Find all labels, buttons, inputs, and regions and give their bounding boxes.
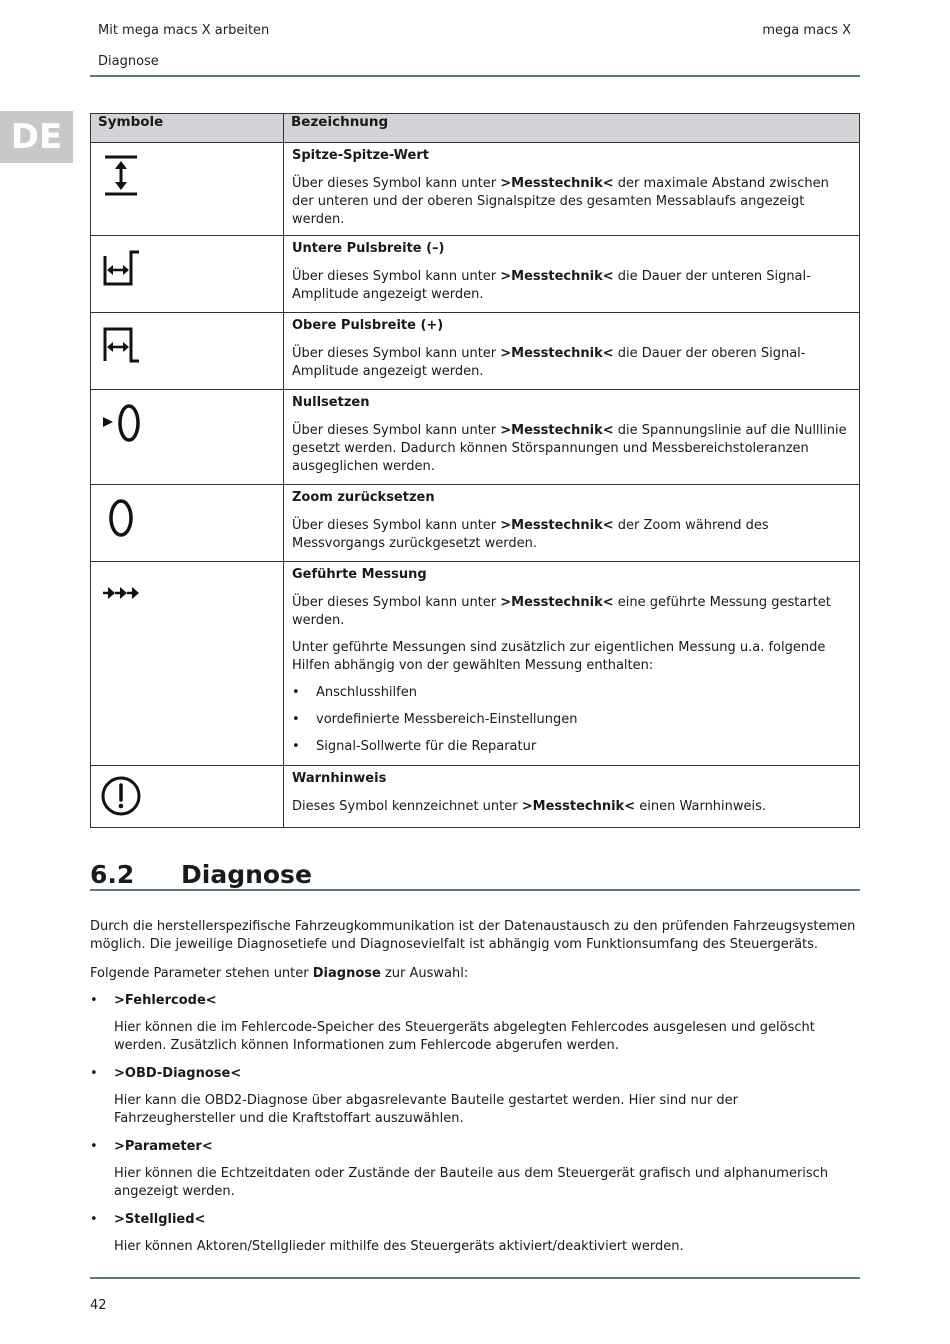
description-text: Über dieses Symbol kann unter — [292, 595, 501, 610]
symbol-description — [292, 798, 851, 816]
symbol-cell — [91, 236, 284, 313]
description-text: der Zoom während des Messvorgangs zurückgesetzt werden. — [292, 518, 769, 551]
section-heading — [90, 860, 312, 889]
table-row — [91, 236, 860, 313]
description-text: Dieses Symbol kennzeichnet unter — [292, 799, 522, 814]
menu-keyword: >Messtechnik< — [500, 518, 614, 533]
header-section-name: Diagnose — [98, 54, 159, 69]
parameter-name: • >Fehlercode< — [114, 993, 217, 1008]
description-cell — [284, 143, 860, 236]
header-product-name: mega macs X — [762, 23, 851, 38]
parameter-name: • >Stellglied< — [114, 1212, 206, 1227]
table-row — [91, 485, 860, 562]
symbol-cell — [91, 313, 284, 390]
section-rule — [90, 889, 860, 891]
parameter-description: Hier können die Echtzeitdaten oder Zustände der Bauteile aus dem Steuergerät grafisch und alphanumerisch angezeigt werden. — [114, 1166, 829, 1199]
table-row — [91, 390, 860, 485]
description-text: einen Warnhinweis. — [635, 799, 767, 814]
parameter-list — [90, 992, 860, 1256]
description-text: Über dieses Symbol kann unter — [292, 346, 501, 361]
description-text: Über dieses Symbol kann unter — [292, 423, 501, 438]
menu-keyword: >Messtechnik< — [500, 269, 614, 284]
params-text: zur Auswahl: — [380, 966, 469, 981]
symbol-title: Obere Pulsbreite (+) — [292, 318, 444, 333]
description-text: Über dieses Symbol kann unter — [292, 269, 501, 284]
symbol-extra-description: Unter geführte Messungen sind zusätzlich zur eigentlichen Messung u.a. folgende Hilfen abhängig von der gewählten Messung enthalten: — [292, 640, 826, 673]
symbol-cell — [91, 562, 284, 766]
params-keyword: Diagnose — [312, 966, 381, 981]
list-item — [90, 1138, 860, 1201]
footer-rule — [90, 1277, 860, 1279]
section-intro — [90, 918, 860, 954]
description-text: der maximale Abstand zwischen der unteren und der oberen Signalspitze des gesamten Messablaufs angezeigt werden. — [292, 176, 829, 227]
symbol-description — [292, 422, 851, 476]
symbol-description — [292, 175, 851, 229]
description-text: eine geführte Messung gestartet werden. — [292, 595, 831, 628]
list-item — [90, 1065, 860, 1128]
list-item — [90, 992, 860, 1055]
description-text: Über dieses Symbol kann unter — [292, 518, 501, 533]
list-item: • Anschlusshilfen — [292, 684, 851, 702]
table-row — [91, 562, 860, 766]
menu-keyword: >Messtechnik< — [500, 346, 614, 361]
header-chapter-title: Mit mega macs X arbeiten — [98, 23, 270, 38]
symbol-title: Untere Pulsbreite (–) — [292, 241, 445, 256]
description-cell — [284, 485, 860, 562]
section-title: Diagnose — [181, 860, 312, 889]
symbol-title: Spitze-Spitze-Wert — [292, 148, 429, 163]
parameter-description: Hier können die im Fehlercode-Speicher des Steuergeräts abgelegten Fehlercodes ausgelesen und gelöscht werden. Zusätzlich können Informationen zum Fehlercode abgerufen werden. — [114, 1020, 815, 1053]
table-row — [91, 766, 860, 828]
menu-keyword: >Messtechnik< — [500, 595, 614, 610]
symbol-table — [90, 113, 860, 828]
description-cell — [284, 390, 860, 485]
peak-to-peak-icon — [99, 151, 275, 199]
description-text: die Dauer der unteren Signal-Amplitude angezeigt werden. — [292, 269, 811, 302]
column-header-symbol: Symbole — [91, 114, 284, 143]
description-text: Über dieses Symbol kann unter — [292, 176, 501, 191]
list-item — [90, 1211, 860, 1256]
parameter-description: Hier kann die OBD2-Diagnose über abgasrelevante Bauteile gestartet werden. Hier sind nur der Fahrzeughersteller und die Kraftstoffart auszuwählen. — [114, 1093, 739, 1126]
menu-keyword: >Messtechnik< — [521, 799, 636, 814]
description-cell — [284, 766, 860, 828]
description-cell — [284, 236, 860, 313]
symbol-title: Nullsetzen — [292, 395, 370, 410]
language-tab: DE — [0, 111, 73, 163]
description-cell — [284, 313, 860, 390]
symbol-title: Zoom zurücksetzen — [292, 490, 435, 505]
help-list — [292, 684, 851, 756]
parameter-name: • >Parameter< — [114, 1139, 213, 1154]
page-number: 42 — [90, 1298, 107, 1313]
guided-measurement-icon — [99, 578, 275, 608]
header-rule — [90, 75, 860, 77]
symbol-description — [292, 594, 851, 630]
list-item: • Signal-Sollwerte für die Reparatur — [292, 738, 851, 756]
symbol-description — [292, 517, 851, 553]
zero-set-icon — [99, 398, 275, 446]
symbol-cell — [91, 766, 284, 828]
description-cell — [284, 562, 860, 766]
symbol-description — [292, 268, 851, 304]
menu-keyword: >Messtechnik< — [500, 176, 614, 191]
parameter-name: • >OBD-Diagnose< — [114, 1066, 242, 1081]
description-text: die Dauer der oberen Signal-Amplitude angezeigt werden. — [292, 346, 806, 379]
symbol-cell — [91, 390, 284, 485]
intro-paragraph: Durch die herstellerspezifische Fahrzeugkommunikation ist der Datenaustausch zu den prüfenden Fahrzeugsystemen möglich. Die jeweilige Diagnosetiefe und Diagnosevielfalt ist abhängig vom Funktionsumfang des Steuergeräts. — [90, 919, 856, 952]
symbol-description — [292, 345, 851, 381]
list-item: • vordefinierte Messbereich-Einstellungen — [292, 711, 851, 729]
column-header-description: Bezeichnung — [284, 114, 860, 143]
section-number: 6.2 — [90, 860, 135, 889]
symbol-title: Warnhinweis — [292, 771, 387, 786]
warning-icon — [99, 774, 275, 818]
symbol-cell — [91, 485, 284, 562]
parameter-description: Hier können Aktoren/Stellglieder mithilfe des Steuergeräts aktiviert/deaktiviert werden. — [114, 1239, 684, 1254]
params-line — [90, 965, 860, 983]
zoom-reset-icon — [99, 493, 275, 541]
params-text: Folgende Parameter stehen unter — [90, 966, 313, 981]
menu-keyword: >Messtechnik< — [500, 423, 614, 438]
lower-pulse-width-icon — [99, 244, 275, 290]
description-text: die Spannungslinie auf die Nulllinie gesetzt werden. Dadurch können Störspannungen und Messbereichstoleranzen ausgeglichen werden. — [292, 423, 847, 474]
symbol-title: Geführte Messung — [292, 567, 427, 582]
table-row — [91, 313, 860, 390]
upper-pulse-width-icon — [99, 321, 275, 367]
table-row — [91, 143, 860, 236]
symbol-cell — [91, 143, 284, 236]
